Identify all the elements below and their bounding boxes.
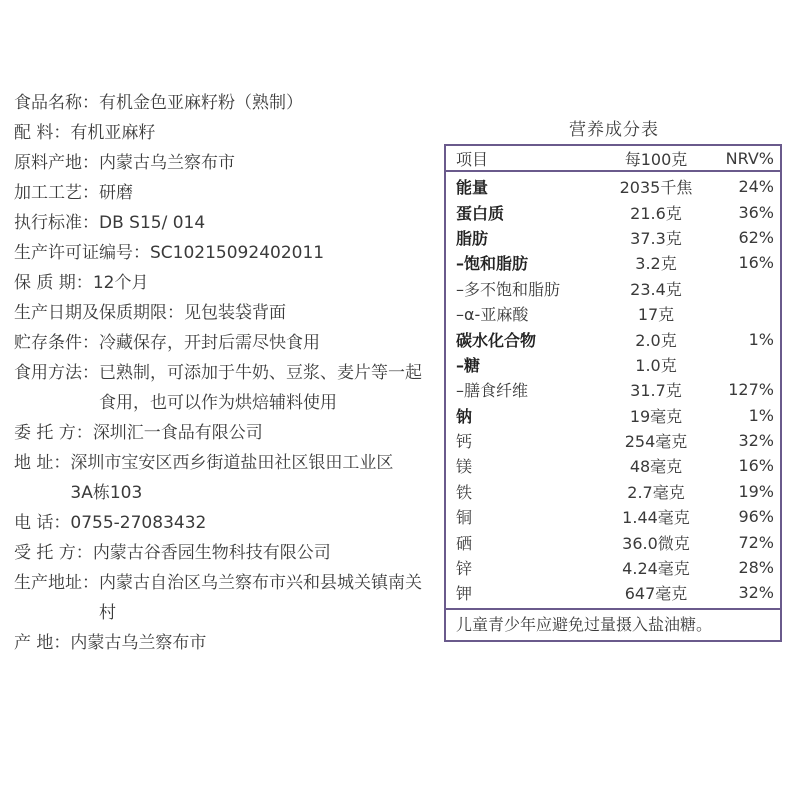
nutrient-nrv: 1% [748,405,774,425]
info-row [14,268,444,298]
nutrient-amount: 37.3克 [630,228,682,248]
nutrition-title: 营养成分表 [569,120,659,140]
nutrient-name: –膳食纤维 [456,381,529,401]
info-label: 生产地址： [14,573,99,593]
nutrient-name: 钾 [456,584,473,604]
info-label: 受 托 方： [14,543,93,563]
nutrient-nrv: 1% [748,329,774,349]
nutrient-name: 镁 [456,457,473,477]
nutrient-row [446,225,780,250]
nutrient-nrv: 24% [738,177,774,197]
nutrient-row [446,276,780,301]
info-row [14,358,444,418]
nutrient-name: 铜 [456,508,473,528]
header-item: 项目 [456,149,489,169]
info-label: 加工工艺： [14,183,99,203]
nutrient-name: –α-亚麻酸 [456,305,529,325]
info-label: 执行标准： [14,213,99,233]
info-label: 委 托 方： [14,423,93,443]
info-label: 贮存条件： [14,333,99,353]
info-label: 地 址： [14,453,71,473]
nutrient-amount: 2.7毫克 [627,482,685,502]
nutrient-amount: 48毫克 [629,457,683,477]
info-value: 有机亚麻籽 [70,123,156,143]
info-label: 生产日期及保质期限： [14,303,184,323]
nutrient-name: 硒 [456,533,473,553]
nutrient-amount: 3.2克 [635,254,677,274]
nutrient-nrv: 127% [728,380,774,400]
nutrient-nrv: 32% [738,583,774,603]
nutrient-row [446,580,780,605]
info-value: 深圳汇一食品有限公司 [92,423,263,443]
nutrient-row [446,377,780,402]
nutrient-name: 钠 [456,406,473,426]
nutrition-facts-table [444,118,784,642]
info-row [14,538,444,568]
info-value: 深圳市宝安区西乡街道盐田社区银田工业区3A栋103 [70,453,394,503]
nutrient-amount: 2035千焦 [619,178,693,198]
nutrient-amount: 17克 [637,305,675,325]
nutrient-row [446,453,780,478]
info-value: 内蒙古自治区乌兰察布市兴和县城关镇南关村 [99,573,422,623]
nutrient-nrv: 32% [738,431,774,451]
info-value: 已熟制，可添加于牛奶、豆浆、麦片等一起食用，也可以作为烘焙辅料使用 [99,363,422,413]
info-row [14,508,444,538]
nutrient-nrv: 62% [738,227,774,247]
nutrient-row [446,352,780,377]
header-per-100g: 每100克 [624,149,688,169]
info-row [14,178,444,208]
info-row [14,628,444,658]
nutrient-row [446,250,780,275]
info-label: 生产许可证编号： [14,243,150,263]
info-row [14,298,444,328]
nutrient-row [446,555,780,580]
product-info-list [14,88,444,658]
info-row [14,208,444,238]
info-label: 产 地： [14,633,71,653]
info-value: 研磨 [99,183,133,203]
info-value: SC10215092402011 [150,243,325,263]
nutrient-amount: 23.4克 [630,279,682,299]
nutrient-amount: 2.0克 [635,330,677,350]
nutrient-amount: 647毫克 [624,584,688,604]
header-nrv: NRV% [725,148,774,168]
info-value: DB S15/ 014 [99,213,206,233]
nutrient-name: –饱和脂肪 [456,254,529,274]
nutrient-row [446,301,780,326]
nutrient-name: 脂肪 [456,228,489,248]
nutrient-nrv: 16% [738,253,774,273]
nutrient-amount: 4.24毫克 [622,559,690,579]
nutrient-nrv: 72% [738,532,774,552]
info-label: 配 料： [14,123,71,143]
info-value: 内蒙古乌兰察布市 [99,153,235,173]
info-label: 保 质 期： [14,273,93,293]
nutrient-row [446,326,780,351]
info-label: 食品名称： [14,93,99,113]
info-row [14,568,444,628]
nutrient-amount: 19毫克 [629,406,683,426]
nutrition-header-row [446,146,780,172]
nutrient-row [446,529,780,554]
nutrient-row [446,403,780,428]
nutrient-nrv: 36% [738,202,774,222]
nutrient-amount: 31.7克 [630,381,682,401]
nutrient-name: 蛋白质 [456,203,505,223]
info-value: 见包装袋背面 [184,303,286,323]
info-row [14,118,444,148]
nutrient-amount: 1.0克 [635,355,677,375]
nutrient-name: 锌 [456,559,473,579]
info-row [14,448,444,508]
info-row [14,148,444,178]
info-row [14,88,444,118]
nutrition-table-box [444,144,782,642]
nutrient-nrv: 96% [738,507,774,527]
nutrient-name: 能量 [456,178,489,198]
info-row [14,328,444,358]
info-value: 内蒙古乌兰察布市 [70,633,207,653]
nutrient-name: –多不饱和脂肪 [456,279,561,299]
info-row [14,418,444,448]
nutrient-row [446,504,780,529]
nutrient-name: 碳水化合物 [456,330,537,350]
nutrient-name: 铁 [456,482,473,502]
nutrient-name: –糖 [456,355,481,375]
nutrition-footer-note: 儿童青少年应避免过量摄入盐油糖。 [446,608,780,640]
nutrient-nrv: 19% [738,481,774,501]
info-value: 有机金色亚麻籽粉（熟制） [99,93,303,113]
info-value: 内蒙古谷香园生物科技有限公司 [92,543,331,563]
info-label: 食用方法： [14,363,99,383]
info-value: 0755-27083432 [70,513,207,533]
nutrient-nrv: 28% [738,558,774,578]
nutrient-nrv: 16% [738,456,774,476]
nutrient-amount: 1.44毫克 [622,508,690,528]
info-value: 冷藏保存，开封后需尽快食用 [99,333,320,353]
info-row [14,238,444,268]
info-value: 12个月 [92,273,149,293]
nutrient-amount: 36.0微克 [622,533,690,553]
nutrient-name: 钙 [456,432,473,452]
nutrient-row [446,479,780,504]
info-label: 原料产地： [14,153,99,173]
nutrient-row [446,428,780,453]
info-label: 电 话： [14,513,71,533]
nutrient-amount: 21.6克 [630,203,682,223]
nutrition-rows [446,172,780,608]
nutrient-row [446,199,780,224]
nutrient-amount: 254毫克 [624,432,688,452]
nutrient-row [446,174,780,199]
